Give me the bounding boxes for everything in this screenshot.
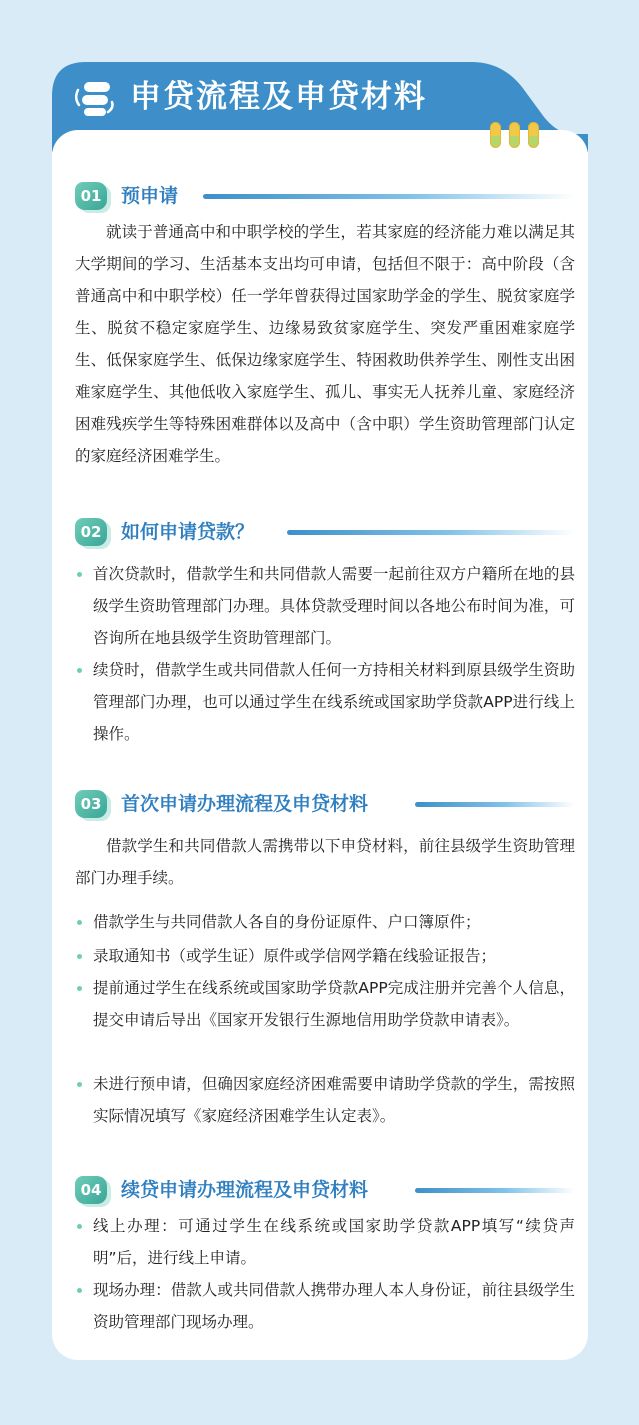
capsule-icon — [528, 122, 539, 148]
list-item: 现场办理：借款人或共同借款人携带办理人本人身份证，前往县级学生资助管理部门现场办理。 — [75, 1274, 575, 1338]
section-02-header — [75, 518, 575, 548]
list-item: 借款学生与共同借款人各自的身份证原件、户口簿原件； — [75, 906, 575, 938]
bullet-dot-icon — [77, 1288, 82, 1293]
list-item: 首次贷款时，借款学生和共同借款人需要一起前往双方户籍所在地的县级学生资助管理部门办理。具体贷款受理时间以各地公布时间为准，可咨询所在地县级学生资助管理部门。 — [75, 558, 575, 654]
bullet-dot-icon — [77, 668, 82, 673]
bullet-dot-icon — [77, 954, 82, 959]
list-item: 线上办理：可通过学生在线系统或国家助学贷款APP填写“续贷声明”后，进行线上申请。 — [75, 1210, 575, 1274]
section-01-paragraph: 就读于普通高中和中职学校的学生，若其家庭的经济能力难以满足其大学期间的学习、生活基本支出均可申请，包括但不限于：高中阶段（含普通高中和中职学校）任一学年曾获得过国家助学金的学生、脱贫家庭学生、脱贫不稳定家庭学生、边缘易致贫家庭学生、突发严重困难家庭学生、低保家庭学生、低保边缘家庭学生、特困救助供养学生、刚性支出困难家庭学生、其他低收入家庭学生、孤儿、事实无人抚养儿童、家庭经济困难残疾学生等特殊困难群体以及高中（含中职）学生资助管理部门认定的家庭经济困难学生。 — [75, 223, 575, 465]
bullet-dot-icon — [77, 572, 82, 577]
list-item: 续贷时，借款学生或共同借款人任何一方持相关材料到原县级学生资助管理部门办理，也可以通过学生在线系统或国家助学贷款APP进行线上操作。 — [75, 654, 575, 750]
section-number-badge: 04 — [75, 1176, 107, 1204]
list-item: 录取通知书（或学生证）原件或学信网学籍在线验证报告； — [75, 940, 575, 972]
bullet-dot-icon — [77, 1224, 82, 1229]
section-number-badge: 03 — [75, 790, 107, 818]
bullet-dot-icon — [77, 1082, 82, 1087]
list-item: 未进行预申请，但确因家庭经济困难需要申请助学贷款的学生，需按照实际情况填写《家庭经济困难学生认定表》。 — [75, 1068, 575, 1132]
bullet-dot-icon — [77, 986, 82, 991]
section-04-header — [75, 1176, 575, 1206]
capsule-icon — [490, 122, 501, 148]
section-03-header — [75, 790, 575, 820]
section-title: 续贷申请办理流程及申贷材料 — [121, 1179, 369, 1201]
section-number-badge: 02 — [75, 518, 107, 546]
section-title: 如何申请贷款？ — [121, 521, 255, 543]
section-divider — [287, 530, 575, 535]
page-title: 申贷流程及申贷材料 — [130, 79, 427, 115]
decorative-capsules — [490, 122, 540, 148]
bullet-dot-icon — [77, 920, 82, 925]
section-divider — [203, 194, 575, 199]
document-icon — [72, 76, 116, 120]
section-title: 预申请 — [121, 185, 179, 207]
list-item: 提前通过学生在线系统或国家助学贷款APP完成注册并完善个人信息，提交申请后导出《国家开发银行生源地信用助学贷款申请表》。 — [75, 972, 575, 1036]
section-03-paragraph: 借款学生和共同借款人需携带以下申贷材料，前往县级学生资助管理部门办理手续。 — [75, 837, 575, 887]
section-01-header — [75, 182, 575, 212]
section-divider — [415, 802, 575, 807]
section-number-badge: 01 — [75, 182, 107, 210]
capsule-icon — [509, 122, 520, 148]
section-divider — [415, 1188, 575, 1193]
section-title: 首次申请办理流程及申贷材料 — [121, 793, 369, 815]
